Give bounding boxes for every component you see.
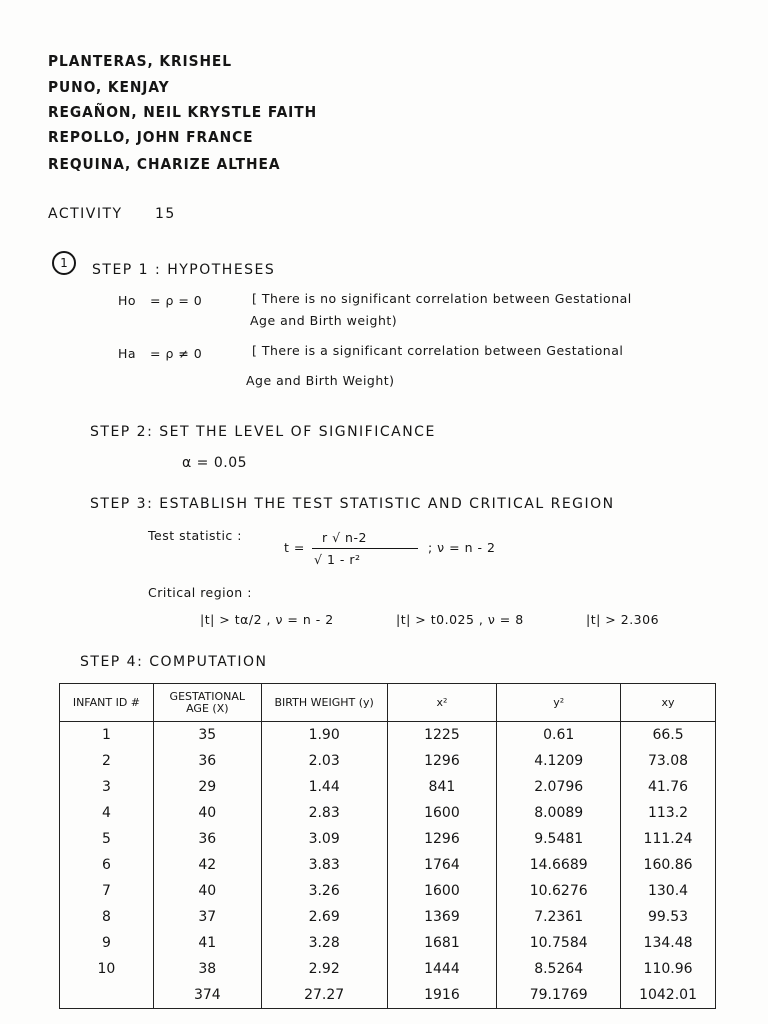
- cell-x: 36: [153, 826, 261, 852]
- ha-statement-line1: [ There is a significant correlation between Gestational: [252, 343, 624, 358]
- cell-x: 38: [153, 956, 261, 982]
- table-row: [60, 904, 716, 930]
- cell-y2: 0.61: [497, 722, 621, 749]
- cell-y: 2.69: [261, 904, 387, 930]
- cell-xy: 113.2: [621, 800, 716, 826]
- cell-xy: 134.48: [621, 930, 716, 956]
- cell-y: 3.28: [261, 930, 387, 956]
- table-row: [60, 774, 716, 800]
- cell-xy: 111.24: [621, 826, 716, 852]
- cell-id: 3: [60, 774, 154, 800]
- cell-y: 2.92: [261, 956, 387, 982]
- critical-region-general: |t| > tα/2 , ν = n - 2: [200, 612, 334, 627]
- cell-id: 2: [60, 748, 154, 774]
- cell-x: 42: [153, 852, 261, 878]
- problem-number-circle: 1: [52, 251, 76, 275]
- t-numerator: r √ n-2: [322, 530, 367, 545]
- table-row: [60, 956, 716, 982]
- degrees-of-freedom: ; ν = n - 2: [428, 540, 496, 555]
- cell-x: 35: [153, 722, 261, 749]
- step3-title: STEP 3: ESTABLISH THE TEST STATISTIC AND CRITICAL REGION: [90, 496, 615, 512]
- cell-xy: 41.76: [621, 774, 716, 800]
- computation-table: [59, 683, 716, 1009]
- cell-y: 2.83: [261, 800, 387, 826]
- cell-y2: 9.5481: [497, 826, 621, 852]
- cell-x2-total: 1916: [387, 982, 497, 1009]
- cell-x: 36: [153, 748, 261, 774]
- cell-y2: 10.6276: [497, 878, 621, 904]
- student-name-4: REPOLLO, JOHN FRANCE: [48, 128, 254, 146]
- student-name-1: PLANTERAS, KRISHEL: [48, 52, 232, 70]
- header-birth-weight: BIRTH WEIGHT (y): [261, 684, 387, 722]
- cell-y: 1.44: [261, 774, 387, 800]
- cell-xy: 130.4: [621, 878, 716, 904]
- cell-id: 10: [60, 956, 154, 982]
- table-row: [60, 852, 716, 878]
- h0-statement-line1: [ There is no significant correlation between Gestational: [252, 291, 632, 306]
- cell-x: 40: [153, 878, 261, 904]
- cell-y: 3.26: [261, 878, 387, 904]
- cell-xy: 160.86: [621, 852, 716, 878]
- cell-x2: 1444: [387, 956, 497, 982]
- cell-y: 3.83: [261, 852, 387, 878]
- header-infant-id: INFANT ID #: [60, 684, 154, 722]
- cell-id: 9: [60, 930, 154, 956]
- cell-xy: 66.5: [621, 722, 716, 749]
- cell-x2: 841: [387, 774, 497, 800]
- cell-id: 4: [60, 800, 154, 826]
- h0-label: Ho: [118, 293, 137, 308]
- alpha-value: α = 0.05: [182, 455, 248, 471]
- header-x-squared: x²: [387, 684, 497, 722]
- ha-label: Ha: [118, 346, 137, 361]
- table-row: [60, 878, 716, 904]
- ha-statement-line2: Age and Birth Weight): [246, 373, 395, 388]
- table-header-row: [60, 684, 716, 722]
- cell-xy: 110.96: [621, 956, 716, 982]
- table-row: [60, 930, 716, 956]
- t-equals: t =: [284, 540, 305, 555]
- cell-xy: 99.53: [621, 904, 716, 930]
- cell-y2: 14.6689: [497, 852, 621, 878]
- student-name-3: REGAÑON, NEIL KRYSTLE FAITH: [48, 103, 318, 121]
- cell-y: 2.03: [261, 748, 387, 774]
- cell-y2: 8.0089: [497, 800, 621, 826]
- cell-id: 5: [60, 826, 154, 852]
- activity-label: ACTIVITY: [48, 206, 123, 222]
- fraction-bar: [312, 548, 418, 549]
- critical-value: |t| > 2.306: [586, 612, 660, 627]
- cell-x-total: 374: [153, 982, 261, 1009]
- cell-id: 7: [60, 878, 154, 904]
- student-name-2: PUNO, KENJAY: [48, 78, 170, 96]
- table-row: [60, 826, 716, 852]
- table-row: [60, 748, 716, 774]
- critical-region-specific: |t| > t0.025 , ν = 8: [396, 612, 524, 627]
- cell-y2: 7.2361: [497, 904, 621, 930]
- cell-id: 8: [60, 904, 154, 930]
- cell-x2: 1600: [387, 878, 497, 904]
- cell-x2: 1764: [387, 852, 497, 878]
- table-row: [60, 722, 716, 749]
- cell-id: 6: [60, 852, 154, 878]
- cell-id: [60, 982, 154, 1009]
- student-name-5: REQUINA, CHARIZE ALTHEA: [48, 155, 281, 173]
- cell-xy-total: 1042.01: [621, 982, 716, 1009]
- cell-x: 40: [153, 800, 261, 826]
- cell-y2-total: 79.1769: [497, 982, 621, 1009]
- cell-x: 29: [153, 774, 261, 800]
- cell-y: 1.90: [261, 722, 387, 749]
- cell-y2: 4.1209: [497, 748, 621, 774]
- header-xy: xy: [621, 684, 716, 722]
- table-totals-row: [60, 982, 716, 1009]
- ha-equation: = ρ ≠ 0: [150, 346, 203, 361]
- cell-y2: 2.0796: [497, 774, 621, 800]
- step2-title: STEP 2: SET THE LEVEL OF SIGNIFICANCE: [90, 424, 436, 440]
- test-statistic-label: Test statistic :: [148, 528, 242, 543]
- step4-title: STEP 4: COMPUTATION: [80, 654, 268, 670]
- cell-y2: 10.7584: [497, 930, 621, 956]
- activity-number: 15: [155, 206, 176, 222]
- table-row: [60, 800, 716, 826]
- cell-x2: 1681: [387, 930, 497, 956]
- header-y-squared: y²: [497, 684, 621, 722]
- h0-statement-line2: Age and Birth weight): [250, 313, 398, 328]
- cell-x2: 1369: [387, 904, 497, 930]
- cell-x2: 1600: [387, 800, 497, 826]
- cell-x2: 1296: [387, 826, 497, 852]
- cell-x2: 1296: [387, 748, 497, 774]
- cell-x2: 1225: [387, 722, 497, 749]
- t-denominator: √ 1 - r²: [314, 552, 361, 567]
- step1-title: STEP 1 : HYPOTHESES: [92, 262, 276, 278]
- cell-x: 37: [153, 904, 261, 930]
- cell-id: 1: [60, 722, 154, 749]
- header-gestational-age: GESTATIONAL AGE (X): [153, 684, 261, 722]
- cell-xy: 73.08: [621, 748, 716, 774]
- cell-y2: 8.5264: [497, 956, 621, 982]
- cell-y: 3.09: [261, 826, 387, 852]
- h0-equation: = ρ = 0: [150, 293, 203, 308]
- cell-y-total: 27.27: [261, 982, 387, 1009]
- cell-x: 41: [153, 930, 261, 956]
- critical-region-label: Critical region :: [148, 585, 252, 600]
